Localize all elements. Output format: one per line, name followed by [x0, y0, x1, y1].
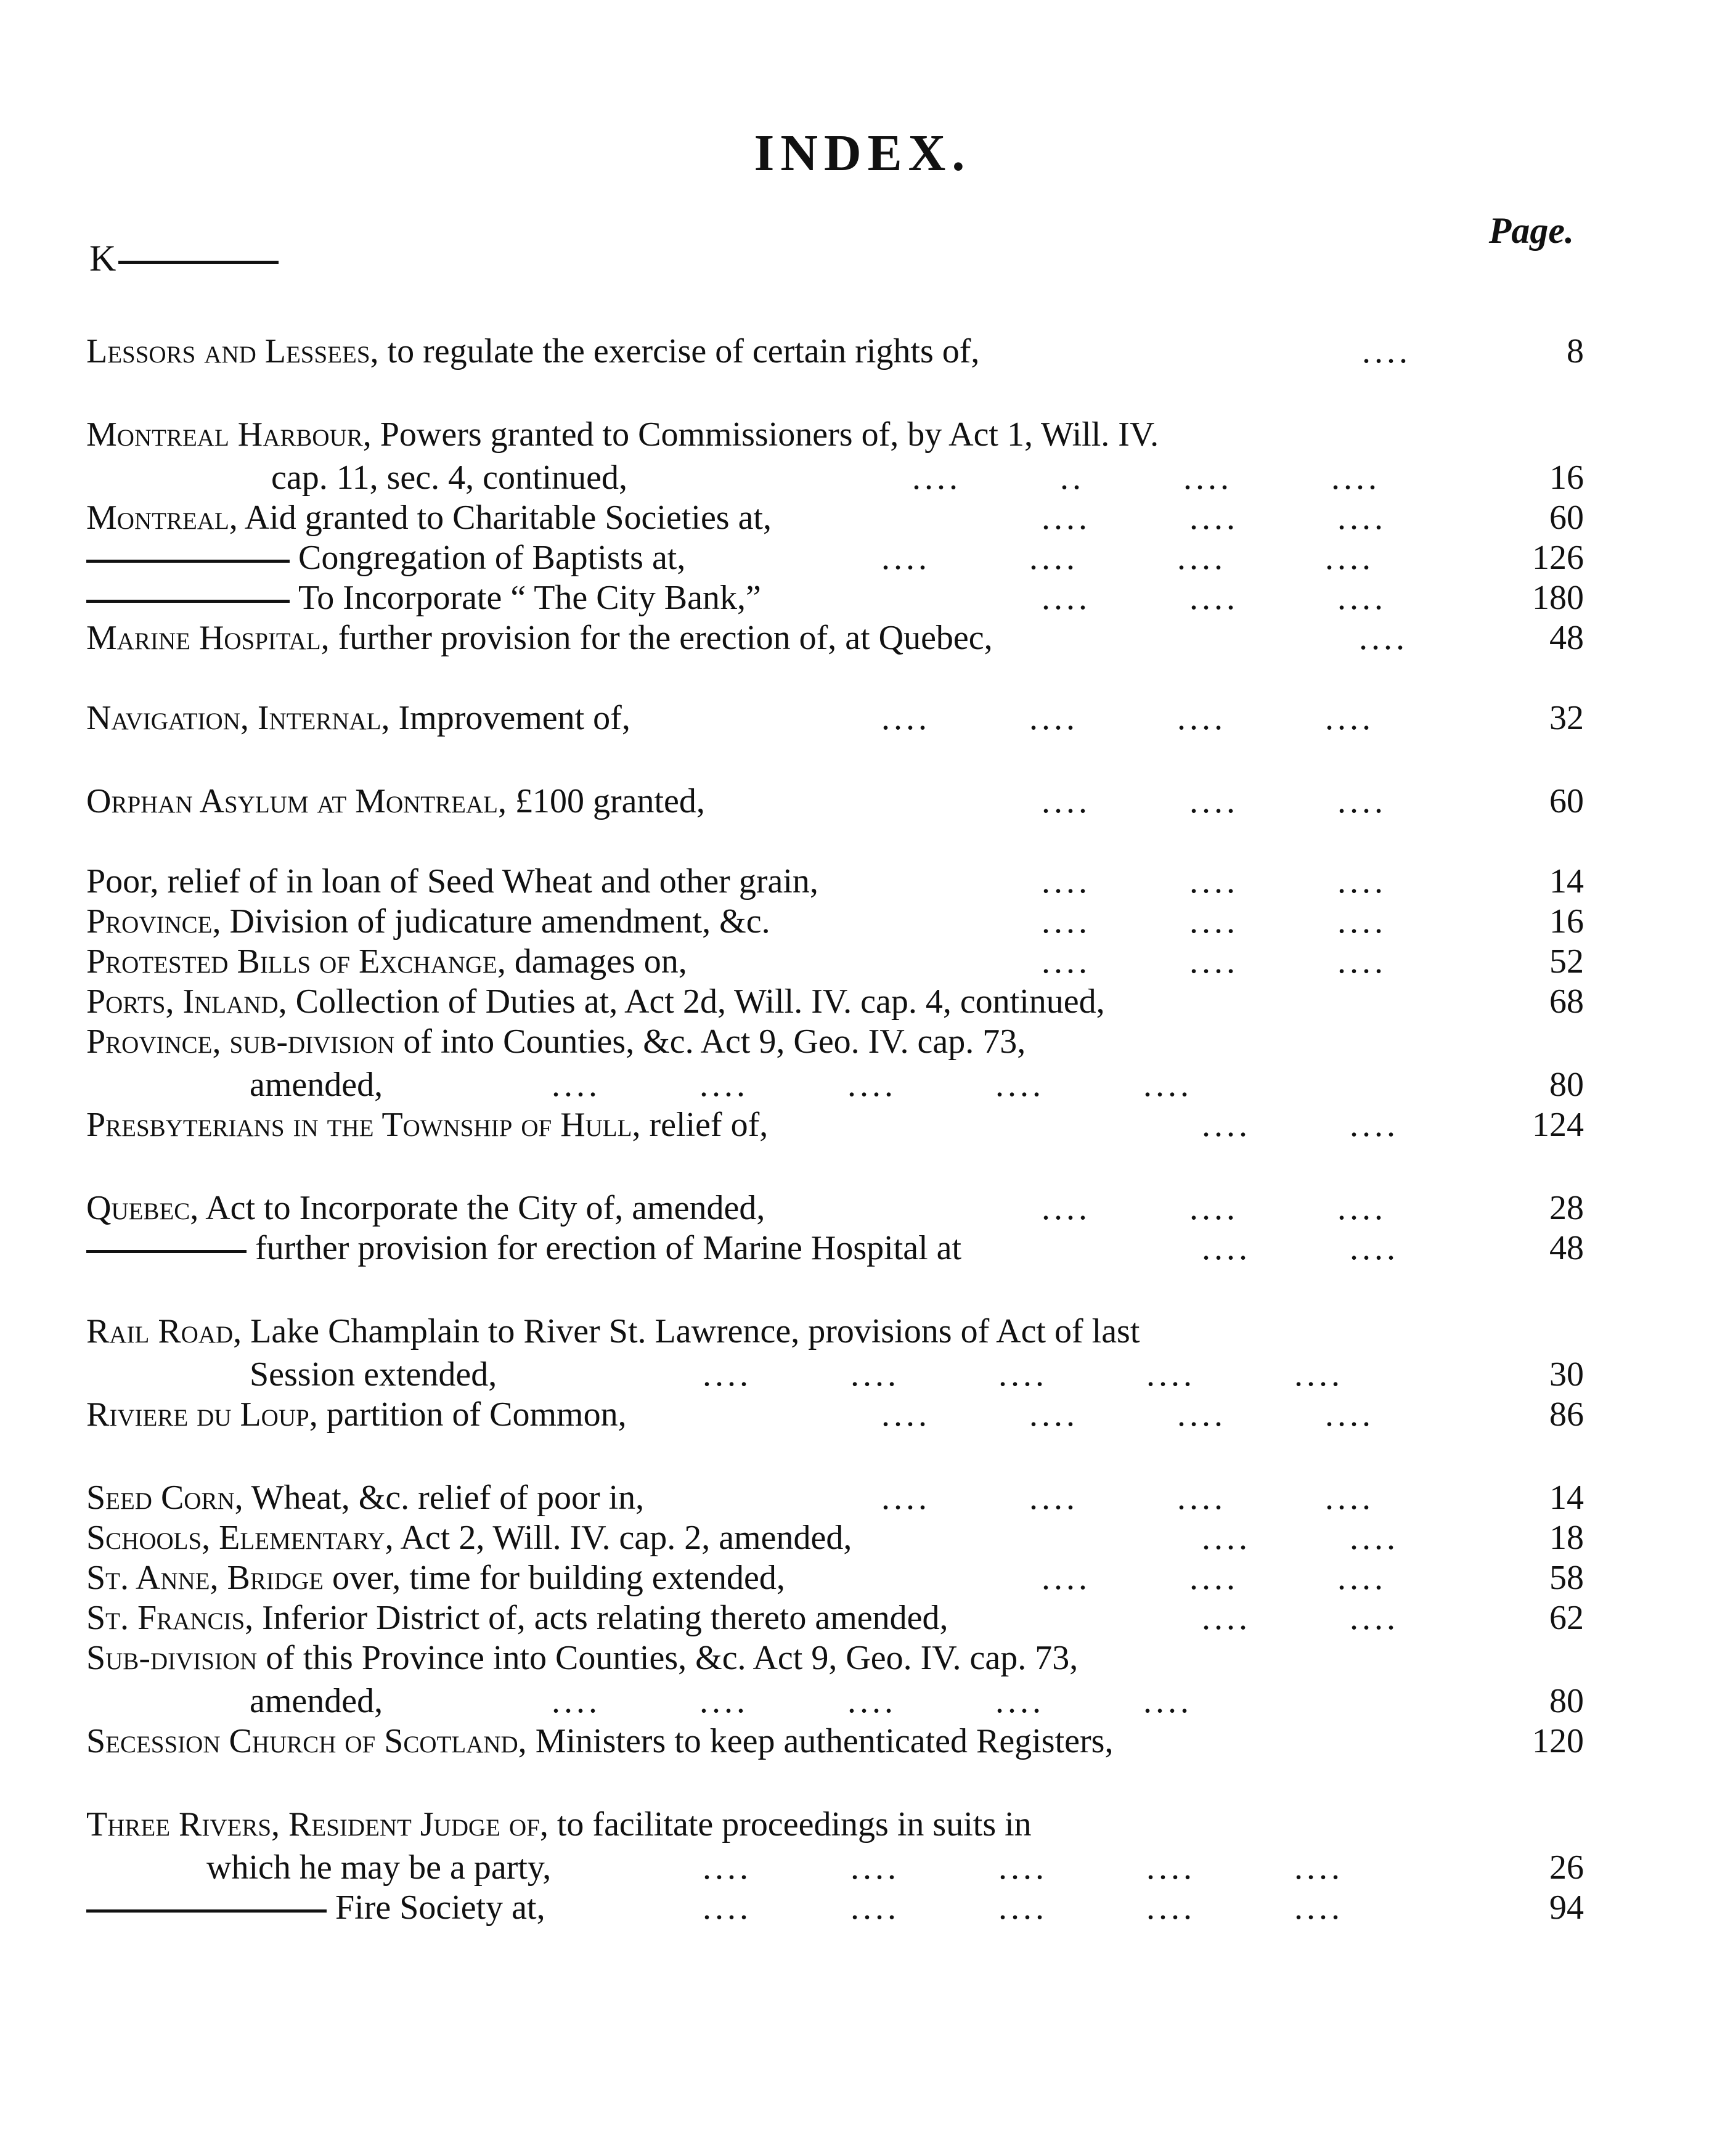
entry-leader: .... .... .... .... .... [703, 1848, 1344, 1887]
index-entry [86, 1846, 1584, 1889]
entry-leader: .... .. .... .... [912, 459, 1380, 497]
ditto-dash [86, 1250, 247, 1253]
entry-page: 60 [1549, 499, 1584, 537]
index-entry [86, 1886, 1584, 1929]
entry-leader: .... .... .... [1042, 499, 1387, 537]
entry-leader: .... .... .... .... .... [552, 1066, 1193, 1104]
page-column-header: Page. [1488, 210, 1574, 251]
entry-leader: .... .... .... [1042, 1189, 1387, 1227]
entry-page: 86 [1549, 1395, 1584, 1434]
entry-text: Wheat, &c. relief of poor in, [243, 1479, 645, 1517]
entry-page: 28 [1549, 1189, 1584, 1227]
index-entry [86, 1353, 1584, 1396]
entry-page: 120 [1532, 1722, 1584, 1760]
entry-leader: .... .... .... .... .... [703, 1355, 1344, 1394]
entry-page: 62 [1549, 1599, 1584, 1637]
entry-leader: .... [1362, 332, 1411, 370]
entry-page: 124 [1532, 1106, 1584, 1144]
entry-page: 68 [1549, 982, 1584, 1021]
entry-page: 180 [1532, 579, 1584, 617]
entry-heading: Province, sub-division [86, 1023, 395, 1061]
entry-heading: St. Anne, Bridge [86, 1559, 324, 1597]
index-entry [86, 900, 1584, 943]
index-entry [86, 1636, 1584, 1680]
ditto-dash [86, 600, 290, 603]
entry-leader: .... .... [1202, 1599, 1399, 1637]
entry-text: Fire Society at, [335, 1889, 545, 1927]
entry-page: 52 [1549, 942, 1584, 981]
index-entry [86, 496, 1584, 539]
index-entry [86, 1720, 1584, 1763]
entry-page: 48 [1549, 619, 1584, 657]
entry-text: Session extended, [250, 1355, 497, 1394]
entry-text: which he may be a party, [206, 1848, 552, 1887]
entry-leader: .... .... [1202, 1519, 1399, 1557]
entry-text: Lake Champlain to River St. Lawrence, provisions of Act of last [242, 1312, 1140, 1350]
entry-heading: Quebec, [86, 1189, 199, 1227]
index-entry [86, 696, 1584, 740]
index-entry [86, 616, 1584, 659]
index-entry [86, 330, 1584, 373]
entry-leader: .... .... .... .... [881, 699, 1374, 737]
entry-page: 32 [1549, 699, 1584, 737]
entry-text: Powers granted to Commissioners of, by Act 1, Will. IV. [371, 415, 1159, 454]
entry-leader: .... .... .... [1042, 942, 1387, 981]
entry-text: Poor, relief of in loan of Seed Wheat and other grain, [86, 862, 818, 900]
entry-text: amended, [250, 1682, 383, 1720]
index-entry [86, 1516, 1584, 1559]
index-entry [86, 413, 1584, 456]
index-entry [86, 576, 1584, 619]
entry-leader: .... .... .... [1042, 862, 1387, 900]
index-entry [86, 1596, 1584, 1639]
entry-heading: Schools, Elementary, [86, 1519, 394, 1557]
entry-page: 80 [1549, 1682, 1584, 1720]
entry-text: To Incorporate “ The City Bank,” [298, 579, 761, 617]
entry-text: £100 granted, [506, 782, 705, 820]
entry-text: to regulate the exercise of certain rights of, [378, 332, 980, 370]
index-entry [86, 1227, 1584, 1270]
section-letter-text: K [89, 238, 116, 279]
entry-heading: Province, [86, 902, 221, 941]
entry-heading: Montreal, [86, 499, 238, 537]
index-entry [86, 1680, 1584, 1723]
entry-text: Aid granted to Charitable Societies at, [237, 499, 772, 537]
entry-heading: Marine Hospital, [86, 619, 330, 657]
index-entry [86, 1393, 1584, 1436]
entry-text: amended, [250, 1066, 383, 1104]
entry-text: Act 2, Will. IV. cap. 2, amended, [393, 1519, 852, 1557]
entry-leader: .... .... .... [1042, 579, 1387, 617]
entry-page: 16 [1549, 459, 1584, 497]
index-entry [86, 1103, 1584, 1146]
entry-text: Ministers to keep authenticated Registers, [526, 1722, 1114, 1760]
index-entry [86, 1556, 1584, 1599]
entry-leader: .... .... [1202, 1229, 1399, 1267]
entry-text: Improvement of, [389, 699, 630, 737]
entry-heading: Sub-division [86, 1639, 258, 1677]
index-entry [86, 1186, 1584, 1230]
entry-page: 14 [1549, 862, 1584, 900]
entry-heading: Navigation, Internal, [86, 699, 390, 737]
entry-text: partition of Common, [317, 1395, 627, 1434]
entry-page: 94 [1549, 1889, 1584, 1927]
entry-heading: Orphan Asylum at Montreal, [86, 782, 507, 820]
index-entry [86, 940, 1584, 983]
entry-text: further provision for the erection of, at Quebec, [329, 619, 993, 657]
entry-text: relief of, [640, 1106, 769, 1144]
entry-text: Congregation of Baptists at, [298, 539, 686, 577]
entry-heading: Three Rivers, Resident Judge of, [86, 1805, 548, 1844]
entry-page: 30 [1549, 1355, 1584, 1394]
entry-heading: Seed Corn, [86, 1479, 243, 1517]
entry-heading: St. Francis, [86, 1599, 254, 1637]
entry-text: cap. 11, sec. 4, continued, [271, 459, 627, 497]
entry-text: Division of judicature amendment, &c. [221, 902, 770, 941]
index-entry [86, 1310, 1584, 1353]
index-entry [86, 1803, 1584, 1846]
section-letter [89, 237, 279, 280]
entry-text: Inferior District of, acts relating thereto amended, [253, 1599, 948, 1637]
entry-page: 18 [1549, 1519, 1584, 1557]
index-entry [86, 780, 1584, 823]
entry-page: 60 [1549, 782, 1584, 820]
ditto-dash [86, 1909, 327, 1913]
entry-page: 58 [1549, 1559, 1584, 1597]
entry-heading: Presbyterians in the Township of Hull, [86, 1106, 641, 1144]
entry-leader: .... .... [1202, 1106, 1399, 1144]
entry-page: 80 [1549, 1066, 1584, 1104]
entry-page: 48 [1549, 1229, 1584, 1267]
index-entry [86, 456, 1584, 499]
entry-text: over, time for building extended, [323, 1559, 785, 1597]
entry-page: 126 [1532, 539, 1584, 577]
entry-page: 8 [1567, 332, 1584, 370]
ditto-dash [86, 560, 290, 563]
index-entry [86, 1063, 1584, 1106]
entry-heading: Rail Road, [86, 1312, 242, 1350]
entry-leader: .... [1359, 619, 1408, 657]
entry-text: damages on, [505, 942, 687, 981]
entry-heading: Montreal Harbour, [86, 415, 372, 454]
entry-heading: Ports, Inland, [86, 982, 287, 1021]
entry-leader: .... .... .... [1042, 782, 1387, 820]
index-entry [86, 1476, 1584, 1519]
entry-text: Act to Incorporate the City of, amended, [198, 1189, 765, 1227]
entry-text: of into Counties, &c. Act 9, Geo. IV. cap. 73, [394, 1023, 1026, 1061]
entry-leader: .... .... .... .... [881, 539, 1374, 577]
index-entry [86, 1020, 1584, 1063]
entry-leader: .... .... .... .... [881, 1479, 1374, 1517]
entry-leader: .... .... .... .... .... [703, 1889, 1344, 1927]
entry-heading: Lessors and Lessees, [86, 332, 379, 370]
entry-page: 26 [1549, 1848, 1584, 1887]
index-entry [86, 980, 1584, 1023]
entry-text: further provision for erection of Marine Hospital at [255, 1229, 962, 1267]
index-entry [86, 860, 1584, 903]
entry-leader: .... .... .... [1042, 1559, 1387, 1597]
entry-text: of this Province into Counties, &c. Act 9, Geo. IV. cap. 73, [257, 1639, 1079, 1677]
index-entry [86, 536, 1584, 579]
entry-heading: Protested Bills of Exchange, [86, 942, 506, 981]
entry-heading: Secession Church of Scotland, [86, 1722, 527, 1760]
page-title: INDEX. [754, 125, 971, 182]
entry-text: to facilitate proceedings in suits in [548, 1805, 1032, 1844]
entry-text: Collection of Duties at, Act 2d, Will. IV. cap. 4, continued, [287, 982, 1105, 1021]
entry-page: 14 [1549, 1479, 1584, 1517]
section-dash [118, 261, 279, 264]
entry-heading: Riviere du Loup, [86, 1395, 318, 1434]
entry-page: 16 [1549, 902, 1584, 941]
entry-leader: .... .... .... .... .... [552, 1682, 1193, 1720]
entry-leader: .... .... .... .... [881, 1395, 1374, 1434]
entry-leader: .... .... .... [1042, 902, 1387, 941]
